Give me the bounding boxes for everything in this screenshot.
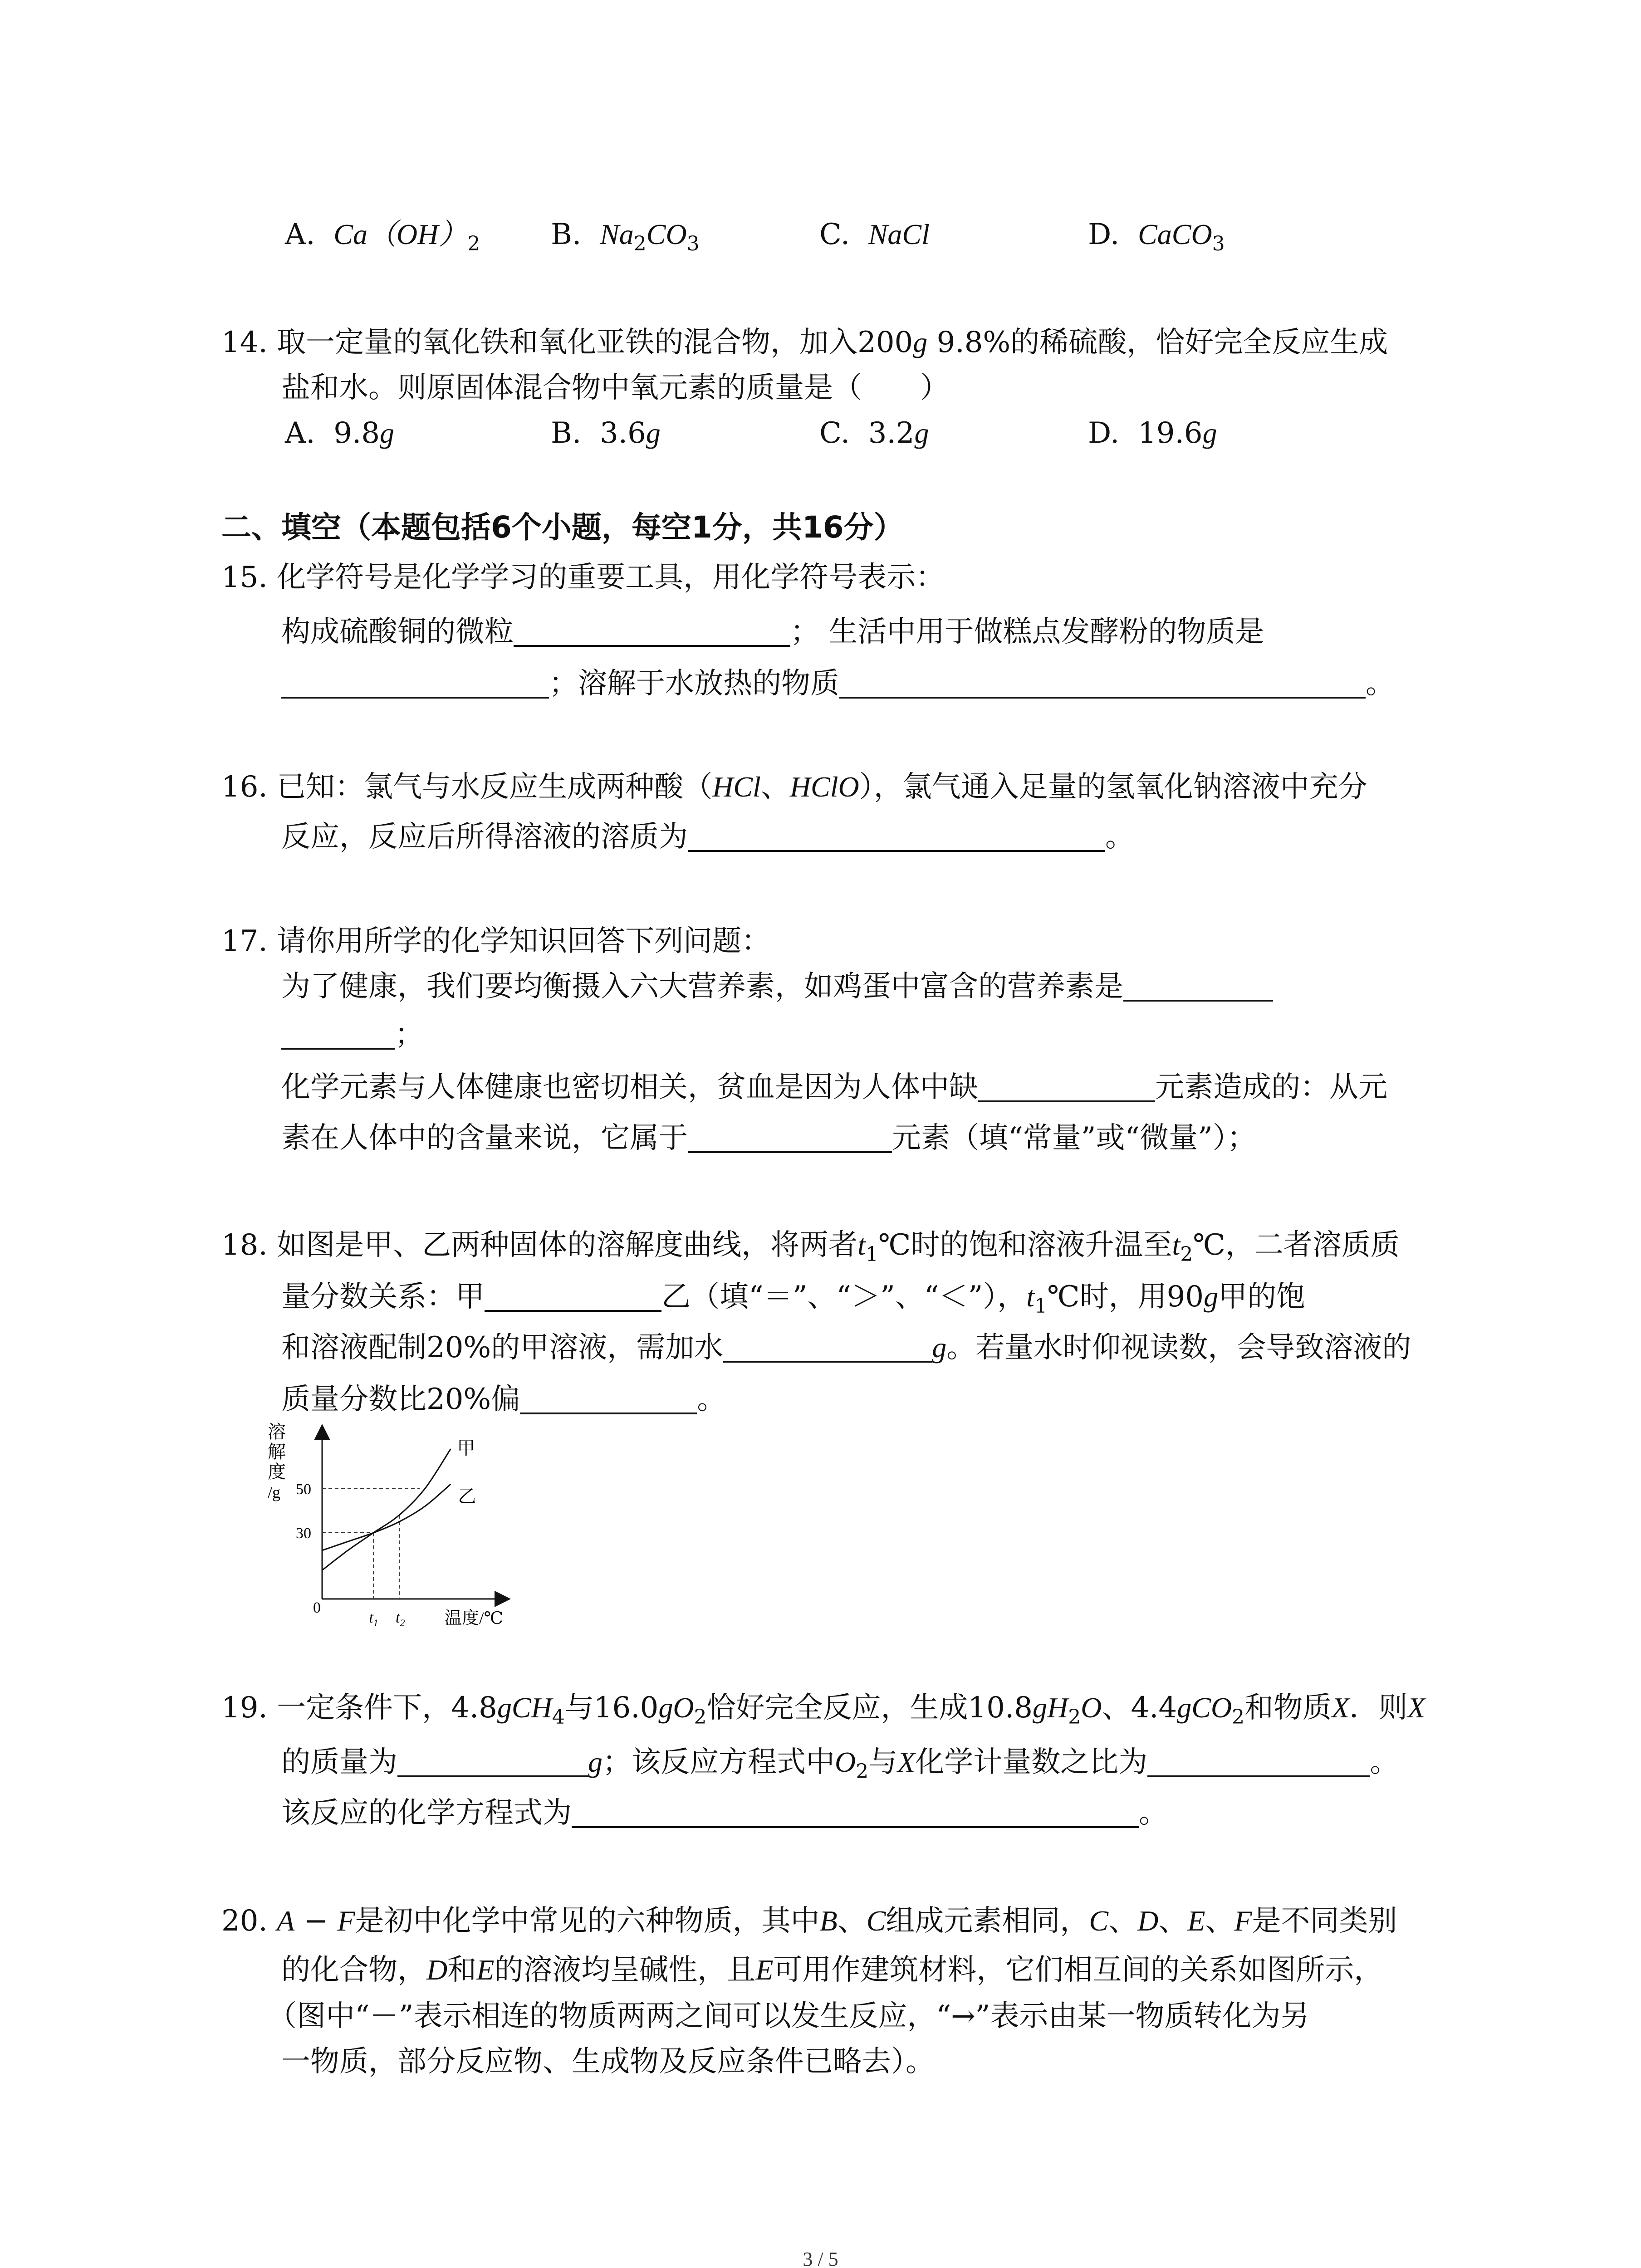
q20-line-2: 的化合物，D和E的溶液均呈碱性，且E可用作建筑材料，它们相互间的关系如图所示， — [281, 1953, 1383, 1987]
q17-blank-3[interactable] — [688, 1119, 892, 1153]
q18-line-4: 质量分数比20%偏 。 — [281, 1379, 726, 1420]
q14-option-b: B. 3.6g — [551, 416, 661, 450]
page-number: 3 / 5 — [803, 2248, 838, 2268]
x-tick-t2: $t_2$ — [396, 1609, 405, 1628]
q19-line-2: 的质量为 g；该反应方程式中$O_2$与X化学计量数之比为 。 — [281, 1742, 1399, 1792]
q13-option-b: B. $Na_2CO_3$ — [551, 218, 700, 255]
y-axis-label-char-2: 解 — [268, 1442, 286, 1462]
series-label-yi: 乙 — [458, 1486, 476, 1507]
q15-line-1: 15. 化学符号是化学学习的重要工具，用化学符号表示： — [221, 561, 945, 594]
q14-option-c: C. 3.2g — [819, 416, 929, 450]
origin-label: 0 — [313, 1599, 321, 1616]
series-label-jia: 甲 — [457, 1438, 475, 1459]
y-tick-30: 30 — [296, 1525, 311, 1542]
q18-line-3: 和溶液配制20%的甲溶液，需加水 g。若量水时仰视读数，会导致溶液的 — [281, 1327, 1411, 1368]
q20-line-4: 一物质，部分反应物、生成物及反应条件已略去）。 — [281, 2045, 935, 2078]
q13-option-a: A. $Ca(OH)_2$ — [285, 218, 480, 255]
q17-blank-1b[interactable] — [281, 1016, 395, 1050]
q16-line-1: 16. 已知：氯气与水反应生成两种酸（HCl、HClO），氯气通入足量的氢氧化钠溶液中充分 — [221, 770, 1367, 804]
q14-line-1: 14. 取一定量的氧化铁和氧化亚铁的混合物，加入200g 9.8%的稀硫酸，恰好完全反应生成 — [221, 326, 1388, 359]
q14-option-d: D. 19.6g — [1088, 416, 1217, 450]
q17-line-2: 为了健康，我们要均衡摄入六大营养素，如鸡蛋中富含的营养素是 — [281, 966, 1273, 1007]
section-2-title: 二、填空（本题包括6个小题，每空1分，共16分） — [221, 510, 904, 545]
q15-line-3: ；溶解于水放热的物质 。 — [281, 663, 1395, 704]
y-axis-label-char-1: 溶 — [268, 1422, 286, 1442]
q18-line-2: 量分数关系：甲 乙（填“＝”、“＞”、“＜”），$t_1℃$时，用90g甲的饱 — [281, 1276, 1305, 1327]
q20-line-3: （图中“－”表示相连的物质两两之间可以发生反应，“→”表示由某一物质转化为另 — [268, 1999, 1310, 2033]
q19-blank-3[interactable] — [572, 1794, 1139, 1828]
x-tick-t1: $t_1$ — [369, 1609, 378, 1628]
q15-line-2: 构成硫酸铜的微粒 ； 生活中用于做糕点发酵粉的物质是 — [281, 611, 1264, 652]
q15-blank-2[interactable] — [281, 665, 549, 699]
q17-blank-2[interactable] — [978, 1069, 1155, 1102]
q19-blank-1[interactable] — [397, 1744, 588, 1777]
curve-jia — [322, 1449, 451, 1570]
q16-line-2: 反应，反应后所得溶液的溶质为 。 — [281, 816, 1134, 857]
q14-line-2: 盐和水。则原固体混合物中氧元素的质量是（ ） — [281, 371, 949, 405]
y-axis-label-char-3: 度 — [268, 1461, 286, 1482]
q14-option-a: A. 9.8g — [285, 416, 395, 450]
q18-blank-1[interactable] — [485, 1278, 661, 1312]
q13-option-c: C. NaCl — [819, 218, 930, 251]
q15-blank-3[interactable] — [839, 665, 1366, 699]
q13-option-d: D. CaCO$_3$ — [1088, 218, 1225, 255]
q17-line-5: 素在人体中的含量来说，它属于 元素（填“常量”或“微量”）； — [281, 1118, 1256, 1158]
q20-line-1: 20. A − F是初中化学中常见的六种物质，其中B、C组成元素相同，C、D、E、F是不同类别 — [221, 1904, 1397, 1938]
q17-line-4: 化学元素与人体健康也密切相关，贫血是因为人体中缺 元素造成的：从元 — [281, 1067, 1387, 1108]
q17-line-3: ； — [281, 1014, 424, 1055]
y-tick-50: 50 — [296, 1481, 311, 1498]
solubility-chart — [268, 1420, 522, 1637]
q17-line-1: 17. 请你用所学的化学知识回答下列问题： — [221, 924, 771, 958]
curve-yi — [322, 1484, 451, 1550]
q17-blank-1a[interactable] — [1123, 968, 1273, 1002]
q18-line-1: 18. 如图是甲、乙两种固体的溶解度曲线，将两者$t_1℃$时的饱和溶液升温至$t_2℃$，二者溶质质 — [221, 1228, 1400, 1266]
q18-blank-3[interactable] — [520, 1381, 697, 1414]
q19-blank-2[interactable] — [1147, 1744, 1370, 1777]
q16-blank-1[interactable] — [688, 818, 1105, 852]
q19-line-3: 该反应的化学方程式为 。 — [281, 1793, 1168, 1833]
q15-blank-1[interactable] — [514, 613, 790, 647]
q19-line-1: 19. 一定条件下，4.8gCH$_4$与$16.0gO_2$恰好完全反应，生成$10.8gH_2O$、4.4gCO$_2$和物质X．则X — [221, 1691, 1425, 1729]
x-axis-label: 温度/℃ — [445, 1609, 504, 1628]
y-axis-label-char-4: /g — [268, 1483, 281, 1501]
q18-blank-2[interactable] — [723, 1329, 932, 1363]
